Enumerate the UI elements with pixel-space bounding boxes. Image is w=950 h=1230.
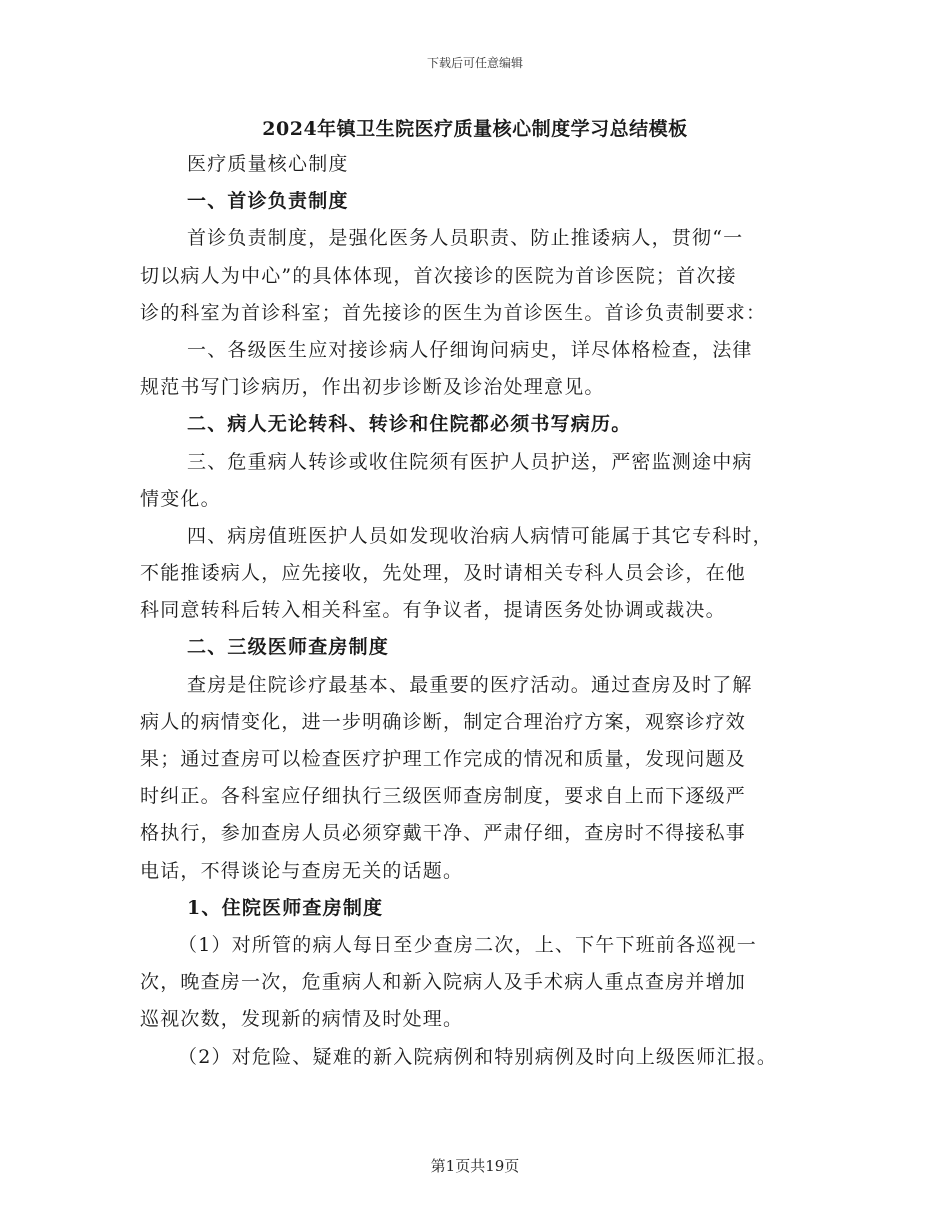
text-line: 不能推诿病人，应先接收，先处理，及时请相关专科人员会诊，在他 xyxy=(140,562,747,585)
text-line: 一、各级医生应对接诊病人仔细询问病史，详尽体格检查，法律 xyxy=(187,338,753,361)
text-line: 切以病人为中心”的具体体现，首次接诊的医院为首诊医院；首次接 xyxy=(140,264,737,287)
section-heading: 二、病人无论转科、转诊和住院都必须书写病历。 xyxy=(187,413,632,436)
text-line: 医疗质量核心制度 xyxy=(187,153,349,175)
text-line: 三、危重病人转诊或收住院须有医护人员护送，严密监测途中病 xyxy=(187,450,753,473)
text-line: 规范书写门诊病历，作出初步诊断及诊治处理意见。 xyxy=(140,376,605,399)
page-number: 第1页共19页 xyxy=(430,1157,520,1175)
text-line: 查房是住院诊疗最基本、最重要的医疗活动。通过查房及时了解 xyxy=(187,673,753,696)
text-line: （1）对所管的病人每日至少查房二次，上、下午下班前各巡视一 xyxy=(178,933,757,956)
text-line: 格执行，参加查房人员必须穿戴干净、严肃仔细，查房时不得接私事 xyxy=(140,822,747,845)
text-line: 首诊负责制度，是强化医务人员职责、防止推诿病人，贯彻“一 xyxy=(187,227,744,250)
subsection-heading: 1、住院医师查房制度 xyxy=(187,896,384,919)
header-note: 下载后可任意编辑 xyxy=(426,56,523,70)
text-line: 果；通过查房可以检查医疗护理工作完成的情况和质量，发现问题及 xyxy=(140,748,747,770)
text-line: 四、病房值班医护人员如发现收治病人病情可能属于其它专科时， xyxy=(187,524,773,547)
text-line: 诊的科室为首诊科室；首先接诊的医生为首诊医生。首诊负责制要求： xyxy=(140,301,767,324)
text-line: 情变化。 xyxy=(140,487,221,510)
section-heading: 一、首诊负责制度 xyxy=(187,190,349,213)
text-line: （2）对危险、疑难的新入院病例和特别病例及时向上级医师汇报。 xyxy=(178,1045,778,1068)
text-line: 病人的病情变化，进一步明确诊断，制定合理治疗方案，观察诊疗效 xyxy=(140,710,747,733)
document-body xyxy=(140,146,820,1076)
text-line: 电话，不得谈论与查房无关的话题。 xyxy=(140,859,464,882)
text-line: 次，晚查房一次，危重病人和新入院病人及手术病人重点查房并增加 xyxy=(140,971,747,994)
section-heading: 二、三级医师查房制度 xyxy=(187,636,390,659)
text-line: 科同意转科后转入相关科室。有争议者，提请医务处协调或裁决。 xyxy=(140,599,726,622)
text-line: 巡视次数，发现新的病情及时处理。 xyxy=(140,1008,464,1031)
document-title: 2024年镇卫生院医疗质量核心制度学习总结模板 xyxy=(262,118,688,140)
text-line: 时纠正。各科室应仔细执行三级医师查房制度，要求自上而下逐级严 xyxy=(140,785,747,808)
